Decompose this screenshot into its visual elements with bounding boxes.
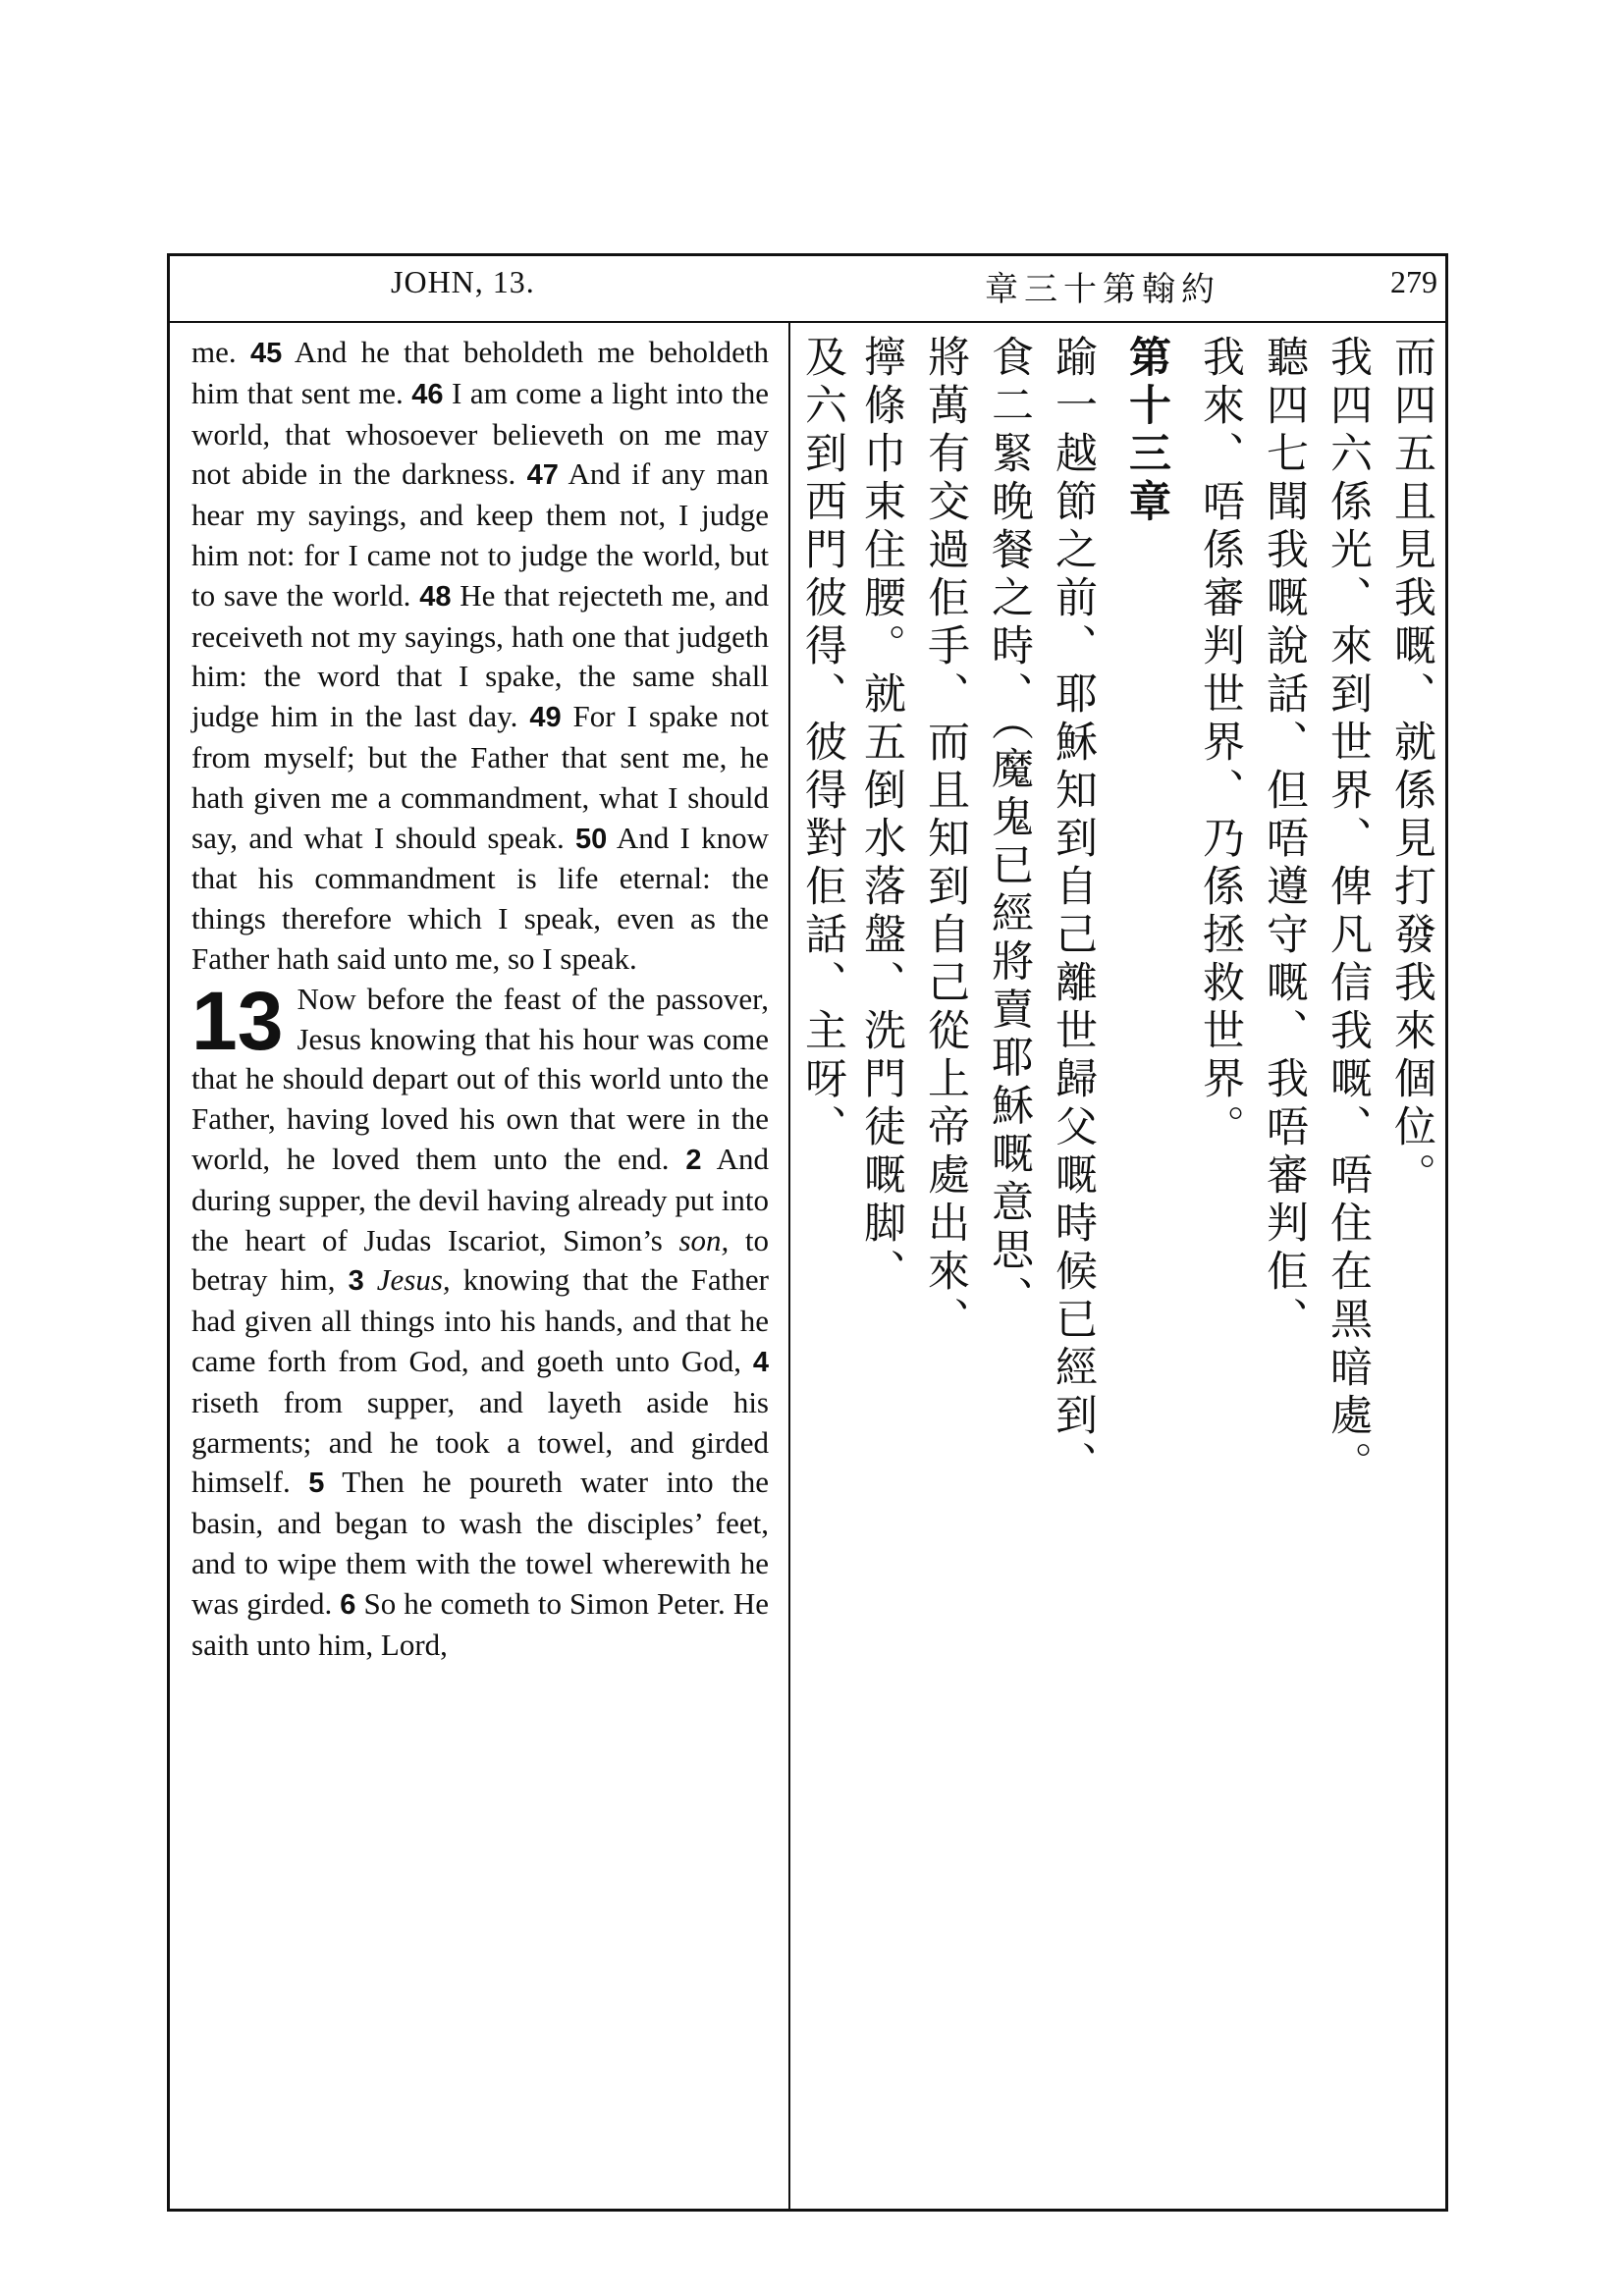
verse-number: 47 [526,459,559,492]
page-frame [167,253,1448,2212]
verse-number: 50 [575,823,608,855]
verse-number: 45 [249,338,283,369]
chinese-column: 聽四七聞我嘅說話、但唔遵守嘅、我唔審判佢、 [1260,335,1309,1345]
verse-text: For I spake not from myself; but the Father that sent me, he hath given me a commandment, what I should say, and what I should speak. [191,699,769,855]
english-paragraph-1 [191,333,769,980]
verse-number: 46 [411,378,444,410]
chapter-number: 13 [191,974,284,1067]
verse-text: And I know that his commandment is life eternal: the things therefore which I speak, even as the Father hath said unto me, so I speak. [191,820,769,976]
column-divider [788,321,790,2209]
verse-number: 6 [340,1588,356,1621]
verse-number: 5 [308,1468,325,1500]
verse-text: So he cometh to Simon Peter. He saith unto him, Lord, [191,1585,769,1662]
chapter-heading-chinese: 第十三章 [1122,335,1171,527]
page-number: 279 [1390,264,1437,299]
verse-number: 49 [529,702,562,734]
verse-text: Now before the feast of the passover, Jesus knowing that his hour was come that he should depart out of this world unto the Father, having loved his own that were in the world, he loved them unto the end. [191,981,769,1176]
chinese-column: 踰一越節之前、耶穌知到自己離世歸父嘅時候已經到、 [1049,335,1098,1489]
chinese-column: 及六到西門彼得、彼得對佢話、主呀、 [798,335,847,1152]
verse-text: Then he poureth water into the basin, and began to wash the disciples’ feet, and to wipe them with the towel wherewith he was girded. [191,1465,769,1621]
chinese-column: 而四五且見我嘅、就係見打發我來個位。 [1387,335,1436,1201]
verse-text: He that rejecteth me, and receiveth not my sayings, hath one that judgeth him: the word that I spake, the same shall judge him in the last day. [191,577,769,734]
verse-text: I am come a light into the world, that whosoever believeth on me may not abide in the darkness. [191,375,769,492]
chinese-column: 我來、唔係審判世界、乃係拯救世界。 [1196,335,1245,1152]
verse-text: me. [191,335,237,369]
chinese-column: 將萬有交過佢手、而且知到自己從上帝處出來、 [921,335,970,1345]
verse-text: And he that beholdeth me beholdeth him that sent me. [191,335,770,410]
english-paragraph-2 [191,974,769,1666]
chinese-column: 食二緊晚餐之時、（魔鬼已經將賣耶穌嘅意思、 [985,335,1034,1324]
header-rule [170,321,1445,323]
chinese-text-area [798,335,1441,2200]
verse-text: riseth from supper, and layeth aside his garments; and he took a towel, and girded himself. [191,1384,769,1500]
verse-text: to betray him, [191,1222,769,1298]
running-title: JOHN, 13. [391,264,535,299]
verse-text: And if any man hear my sayings, and keep them not, I judge him not: for I came not to judge the world, but to save the world. [191,456,769,613]
verse-text-italic: Jesus, [376,1262,451,1298]
english-text-column [191,333,769,1665]
verse-number: 3 [348,1265,364,1298]
verse-text: knowing that the Father had given all things into his hands, and that he came forth from God, and goeth unto God, [191,1262,769,1378]
verse-text: And during supper, the devil having already put into the heart of Judas Iscariot, Simon’s [191,1141,769,1257]
chinese-running-title: 章三十第翰約 [985,270,1220,309]
verse-number: 4 [752,1346,769,1378]
verse-number: 48 [419,580,452,613]
verse-text-italic: son, [678,1222,730,1257]
verse-number: 2 [685,1144,702,1176]
chinese-column: 我四六係光、來到世界、俾凡信我嘅、唔住在黑暗處。 [1324,335,1373,1489]
chinese-column: 擰條巾束住腰。就五倒水落盤、洗門徒嘅脚、 [857,335,906,1297]
